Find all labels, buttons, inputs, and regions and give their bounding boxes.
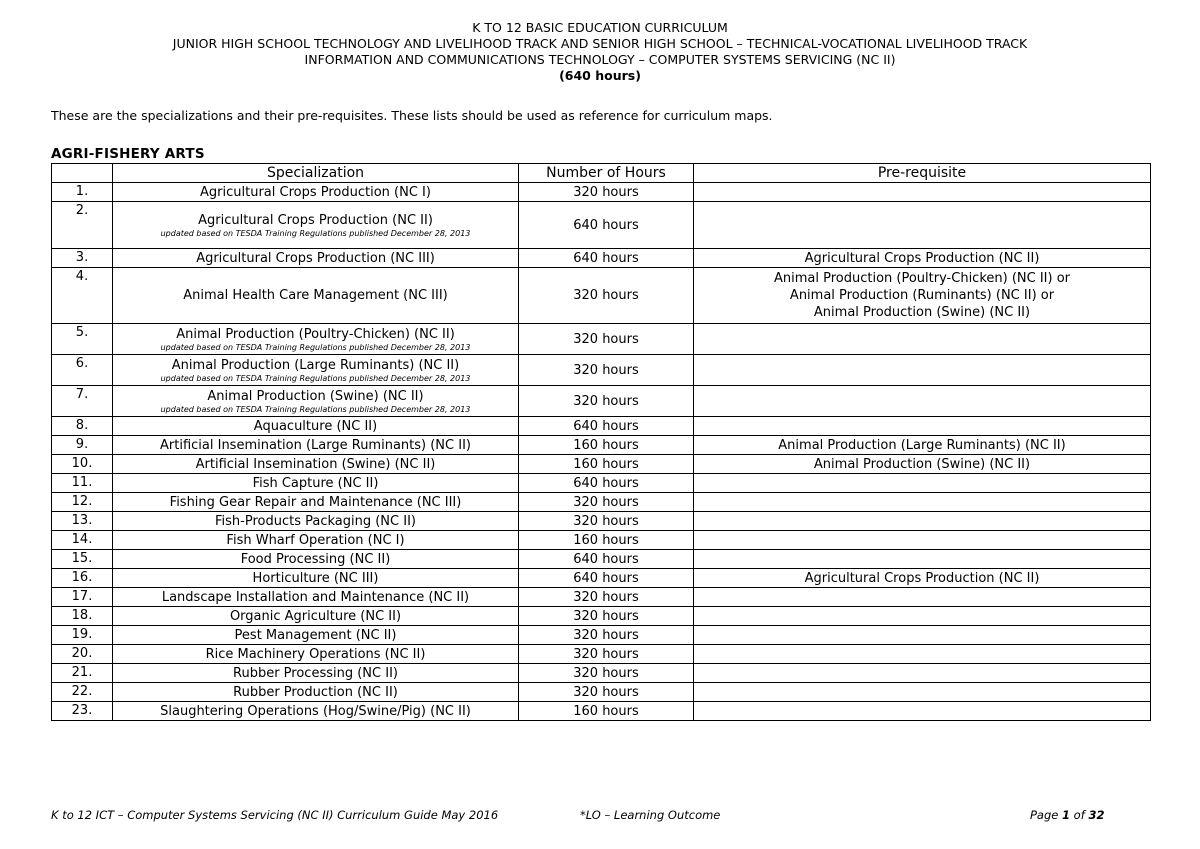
hours-cell: 160 hours bbox=[519, 436, 694, 455]
specialization-cell bbox=[113, 702, 519, 721]
section-title: AGRI-FISHERY ARTS bbox=[51, 146, 205, 162]
prerequisite-cell bbox=[694, 202, 1151, 249]
prerequisite-line: Agricultural Crops Production (NC II) bbox=[804, 250, 1040, 266]
prerequisite-cell bbox=[694, 249, 1151, 268]
table-row bbox=[52, 436, 1151, 455]
hours-cell: 160 hours bbox=[519, 531, 694, 550]
track-title: JUNIOR HIGH SCHOOL TECHNOLOGY AND LIVELIHOOD TRACK AND SENIOR HIGH SCHOOL – TECHNICAL-VOCATIONAL LIVELIHOOD TRACK bbox=[172, 36, 1028, 51]
row-number: 13. bbox=[52, 512, 113, 531]
specialization-name: Horticulture (NC III) bbox=[252, 570, 379, 586]
table-row bbox=[52, 683, 1151, 702]
table-row bbox=[52, 645, 1151, 664]
prerequisite-cell bbox=[694, 493, 1151, 512]
prerequisite-line: Animal Production (Ruminants) (NC II) or bbox=[789, 288, 1055, 303]
table-row bbox=[52, 512, 1151, 531]
specialization-cell bbox=[113, 268, 519, 324]
specialization-name: Fish-Products Packaging (NC II) bbox=[215, 513, 416, 529]
hours-cell: 320 hours bbox=[519, 324, 694, 355]
hours-cell: 320 hours bbox=[519, 626, 694, 645]
prerequisite-cell bbox=[694, 588, 1151, 607]
row-number: 3. bbox=[52, 249, 113, 268]
row-number: 11. bbox=[52, 474, 113, 493]
prerequisite-cell bbox=[694, 183, 1151, 202]
table-row bbox=[52, 183, 1151, 202]
hours-cell: 320 hours bbox=[519, 645, 694, 664]
prerequisite-line: Animal Production (Swine) (NC II) bbox=[813, 456, 1031, 472]
table-row bbox=[52, 531, 1151, 550]
specialization-name: Rubber Processing (NC II) bbox=[233, 665, 398, 681]
table-row bbox=[52, 664, 1151, 683]
table-header-row bbox=[52, 164, 1151, 183]
hours-cell: 640 hours bbox=[519, 202, 694, 249]
prerequisite-cell bbox=[694, 607, 1151, 626]
specialization-name: Food Processing (NC II) bbox=[240, 551, 391, 567]
specialization-cell bbox=[113, 512, 519, 531]
row-number: 17. bbox=[52, 588, 113, 607]
specialization-note: updated based on TESDA Training Regulations published December 28, 2013 bbox=[160, 343, 471, 352]
prerequisite-cell bbox=[694, 550, 1151, 569]
specialization-note: updated based on TESDA Training Regulations published December 28, 2013 bbox=[160, 229, 471, 238]
hours-cell: 640 hours bbox=[519, 249, 694, 268]
specialization-cell bbox=[113, 607, 519, 626]
column-header-hours: Number of Hours bbox=[519, 164, 694, 183]
hours-cell: 640 hours bbox=[519, 569, 694, 588]
prerequisite-cell bbox=[694, 702, 1151, 721]
specialization-name: Animal Production (Swine) (NC II) bbox=[207, 389, 424, 404]
specialization-note: updated based on TESDA Training Regulations published December 28, 2013 bbox=[160, 374, 471, 383]
specialization-name: Fishing Gear Repair and Maintenance (NC III) bbox=[169, 494, 462, 510]
specialization-name: Fish Wharf Operation (NC I) bbox=[226, 532, 405, 548]
prerequisite-cell bbox=[694, 512, 1151, 531]
row-number: 16. bbox=[52, 569, 113, 588]
table-row bbox=[52, 550, 1151, 569]
specialization-cell bbox=[113, 664, 519, 683]
table-row bbox=[52, 474, 1151, 493]
prerequisite-cell bbox=[694, 455, 1151, 474]
prerequisite-cell bbox=[694, 268, 1151, 324]
table-row bbox=[52, 588, 1151, 607]
specialization-name: Slaughtering Operations (Hog/Swine/Pig) (NC II) bbox=[160, 703, 471, 719]
hours-title: (640 hours) bbox=[559, 68, 641, 83]
specialization-name: Landscape Installation and Maintenance (NC II) bbox=[161, 589, 470, 605]
row-number: 22. bbox=[52, 683, 113, 702]
row-number: 10. bbox=[52, 455, 113, 474]
hours-cell: 320 hours bbox=[519, 493, 694, 512]
prerequisite-line: Animal Production (Large Ruminants) (NC II) bbox=[778, 437, 1066, 453]
table-row bbox=[52, 386, 1151, 417]
document-header bbox=[0, 20, 1200, 84]
hours-cell: 160 hours bbox=[519, 455, 694, 474]
specialization-name: Artificial Insemination (Swine) (NC II) bbox=[195, 456, 436, 472]
intro-text: These are the specializations and their pre-requisites. These lists should be used as reference for curriculum maps. bbox=[51, 108, 773, 123]
hours-cell: 320 hours bbox=[519, 268, 694, 324]
prerequisite-cell bbox=[694, 664, 1151, 683]
row-number: 1. bbox=[52, 183, 113, 202]
specialization-name: Animal Production (Large Ruminants) (NC II) bbox=[171, 358, 460, 373]
table-row bbox=[52, 417, 1151, 436]
row-number: 5. bbox=[52, 324, 113, 355]
specialization-name: Agricultural Crops Production (NC III) bbox=[196, 250, 435, 266]
row-number: 4. bbox=[52, 268, 113, 324]
hours-cell: 320 hours bbox=[519, 386, 694, 417]
prerequisite-cell bbox=[694, 531, 1151, 550]
subject-title: INFORMATION AND COMMUNICATIONS TECHNOLOGY – COMPUTER SYSTEMS SERVICING (NC II) bbox=[304, 52, 896, 67]
specialization-name: Rice Machinery Operations (NC II) bbox=[205, 646, 426, 662]
hours-cell: 320 hours bbox=[519, 588, 694, 607]
row-number: 21. bbox=[52, 664, 113, 683]
hours-cell: 320 hours bbox=[519, 683, 694, 702]
prerequisite-cell bbox=[694, 324, 1151, 355]
footer-page-number: Page 1 of 32 bbox=[1030, 808, 1105, 822]
table-row bbox=[52, 607, 1151, 626]
specialization-cell bbox=[113, 588, 519, 607]
table-row bbox=[52, 324, 1151, 355]
specialization-name: Agricultural Crops Production (NC I) bbox=[200, 184, 431, 200]
table-row bbox=[52, 702, 1151, 721]
specialization-cell bbox=[113, 683, 519, 702]
column-header-prerequisite: Pre-requisite bbox=[694, 164, 1151, 183]
prerequisite-cell bbox=[694, 645, 1151, 664]
specialization-name: Animal Health Care Management (NC III) bbox=[183, 288, 448, 303]
specialization-cell bbox=[113, 493, 519, 512]
table-row bbox=[52, 493, 1151, 512]
hours-cell: 320 hours bbox=[519, 183, 694, 202]
specialization-name: Artificial Insemination (Large Ruminants) (NC II) bbox=[160, 437, 471, 453]
specialization-name: Organic Agriculture (NC II) bbox=[229, 608, 402, 624]
table-row bbox=[52, 202, 1151, 249]
footer-note: *LO – Learning Outcome bbox=[580, 808, 721, 822]
footer-guide-title: K to 12 ICT – Computer Systems Servicing (NC II) Curriculum Guide May 2016 bbox=[51, 808, 499, 822]
hours-cell: 640 hours bbox=[519, 417, 694, 436]
specialization-cell bbox=[113, 324, 519, 355]
specialization-cell bbox=[113, 569, 519, 588]
specialization-name: Rubber Production (NC II) bbox=[233, 684, 398, 700]
prerequisite-cell bbox=[694, 569, 1151, 588]
specialization-cell bbox=[113, 455, 519, 474]
row-number: 23. bbox=[52, 702, 113, 721]
hours-cell: 160 hours bbox=[519, 702, 694, 721]
row-number: 7. bbox=[52, 386, 113, 417]
row-number: 8. bbox=[52, 417, 113, 436]
prerequisite-line: Agricultural Crops Production (NC II) bbox=[804, 570, 1040, 586]
specialization-note: updated based on TESDA Training Regulations published December 28, 2013 bbox=[160, 405, 471, 414]
specialization-name: Agricultural Crops Production (NC II) bbox=[198, 213, 433, 228]
specialization-cell bbox=[113, 436, 519, 455]
hours-cell: 320 hours bbox=[519, 664, 694, 683]
table-row bbox=[52, 569, 1151, 588]
hours-cell: 320 hours bbox=[519, 607, 694, 626]
row-number: 6. bbox=[52, 355, 113, 386]
hours-cell: 640 hours bbox=[519, 550, 694, 569]
specialization-cell bbox=[113, 386, 519, 417]
table-row bbox=[52, 626, 1151, 645]
specialization-name: Animal Production (Poultry-Chicken) (NC II) bbox=[176, 327, 455, 342]
table-row bbox=[52, 268, 1151, 324]
specialization-name: Fish Capture (NC II) bbox=[252, 475, 379, 491]
table-row bbox=[52, 249, 1151, 268]
row-number: 9. bbox=[52, 436, 113, 455]
specialization-cell bbox=[113, 626, 519, 645]
curriculum-title: K TO 12 BASIC EDUCATION CURRICULUM bbox=[472, 20, 728, 35]
table-row bbox=[52, 455, 1151, 474]
row-number: 15. bbox=[52, 550, 113, 569]
specialization-cell bbox=[113, 531, 519, 550]
column-header-specialization: Specialization bbox=[113, 164, 519, 183]
prerequisite-cell bbox=[694, 386, 1151, 417]
row-number: 14. bbox=[52, 531, 113, 550]
row-number: 12. bbox=[52, 493, 113, 512]
specialization-cell bbox=[113, 474, 519, 493]
specialization-cell bbox=[113, 550, 519, 569]
prerequisite-cell bbox=[694, 683, 1151, 702]
hours-cell: 320 hours bbox=[519, 512, 694, 531]
table-row bbox=[52, 355, 1151, 386]
specialization-table bbox=[51, 163, 1151, 721]
prerequisite-cell bbox=[694, 355, 1151, 386]
column-header-number bbox=[52, 164, 113, 183]
row-number: 19. bbox=[52, 626, 113, 645]
specialization-cell bbox=[113, 249, 519, 268]
specialization-cell bbox=[113, 355, 519, 386]
row-number: 20. bbox=[52, 645, 113, 664]
specialization-name: Aquaculture (NC II) bbox=[253, 418, 378, 434]
prerequisite-cell bbox=[694, 436, 1151, 455]
hours-cell: 640 hours bbox=[519, 474, 694, 493]
specialization-name: Pest Management (NC II) bbox=[234, 627, 397, 643]
prerequisite-line: Animal Production (Poultry-Chicken) (NC II) or bbox=[773, 271, 1071, 286]
hours-cell: 320 hours bbox=[519, 355, 694, 386]
specialization-cell bbox=[113, 645, 519, 664]
specialization-cell bbox=[113, 202, 519, 249]
prerequisite-cell bbox=[694, 474, 1151, 493]
row-number: 18. bbox=[52, 607, 113, 626]
row-number: 2. bbox=[52, 202, 113, 249]
prerequisite-cell bbox=[694, 417, 1151, 436]
specialization-cell bbox=[113, 417, 519, 436]
specialization-cell bbox=[113, 183, 519, 202]
prerequisite-cell bbox=[694, 626, 1151, 645]
prerequisite-line: Animal Production (Swine) (NC II) bbox=[813, 305, 1031, 320]
